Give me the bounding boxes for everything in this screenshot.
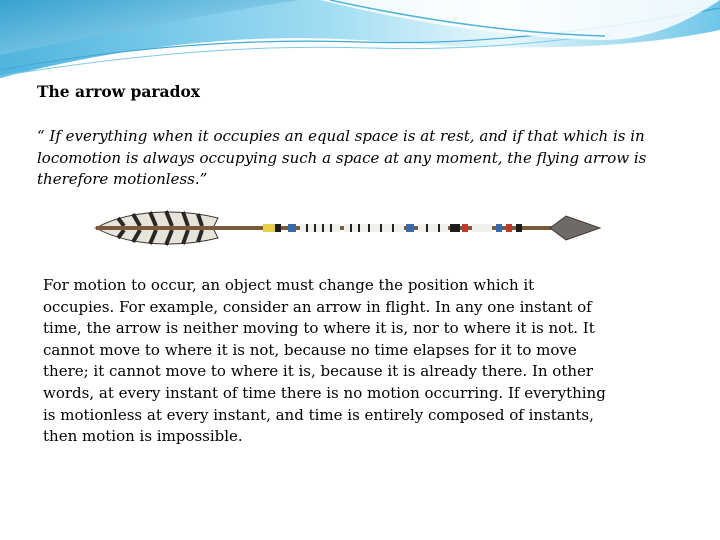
slide-title: The arrow paradox — [37, 82, 201, 101]
arrowhead-icon — [550, 216, 600, 240]
decorative-wave-banner — [0, 0, 720, 90]
shaft-bands — [263, 224, 522, 232]
arrow-image — [88, 200, 608, 256]
explanation-paragraph: For motion to occur, an object must change the position which it occupies. For example, consider an arrow in flight. In any one instant of time, the arrow is neither moving to where it is, nor to where it is not. It cannot move to where it is not, because no time elapses for it to move there; it cannot move to where it is, because it is already there. In other words, at every instant of time there is no motion occurring. If everything is motionless at every instant, and time is entirely composed of instants, then motion is impossible. — [43, 276, 606, 446]
zeno-quote: “ If everything when it occupies an equal space is at rest, and if that which is in locomotion is always occupying such a space at any moment, the flying arrow is therefore motionless.” — [37, 127, 647, 188]
